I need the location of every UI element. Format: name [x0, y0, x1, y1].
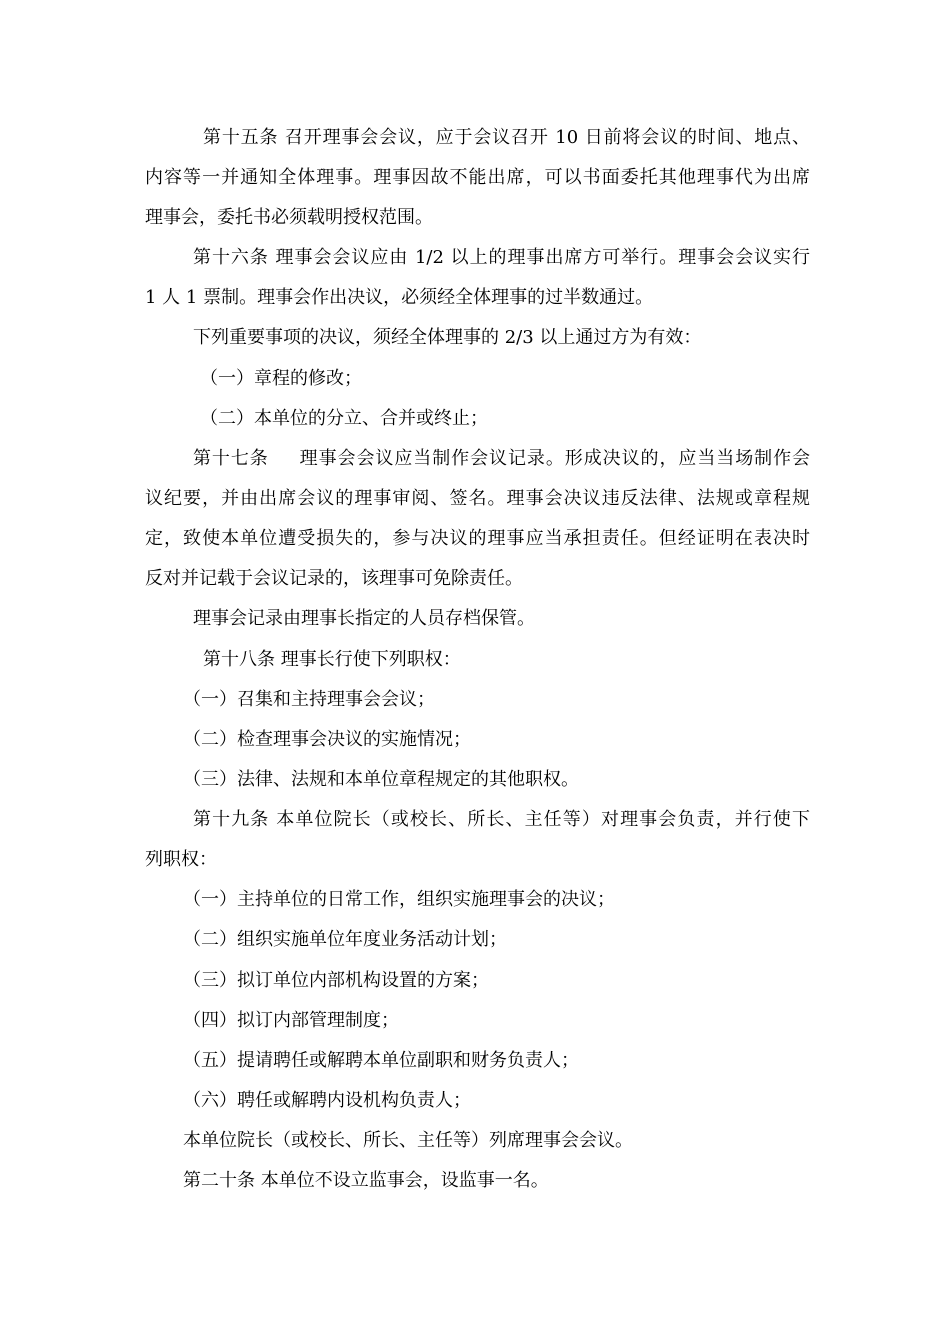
- article-17-line-3: 定，致使本单位遭受损失的，参与决议的理事应当承担责任。但经证明在表决时: [145, 528, 810, 549]
- article-17-line-1: [193, 447, 810, 471]
- article-16-line-2: 1 人 1 票制。理事会作出决议，必须经全体理事的过半数通过。: [145, 287, 654, 308]
- director-attendance-paragraph: 本单位院长（或校长、所长、主任等）列席理事会会议。: [183, 1130, 633, 1151]
- article-19-item-6: （六）聘任或解聘内设机构负责人；: [183, 1090, 471, 1111]
- article-19-item-5: （五）提请聘任或解聘本单位副职和财务负责人；: [183, 1050, 579, 1071]
- important-matters-item-1: （一）章程的修改；: [200, 368, 362, 389]
- article-15-line-2: 内容等一并通知全体理事。理事因故不能出席，可以书面委托其他理事代为出席: [145, 167, 810, 188]
- article-18-line-1: 第十八条 理事长行使下列职权：: [203, 649, 461, 670]
- article-19-item-1: （一）主持单位的日常工作，组织实施理事会的决议；: [183, 889, 615, 910]
- article-18-item-2: （二）检查理事会决议的实施情况；: [183, 729, 471, 750]
- important-matters-item-2: （二）本单位的分立、合并或终止；: [200, 408, 488, 429]
- important-matters-intro: 下列重要事项的决议，须经全体理事的 2/3 以上通过方为有效：: [193, 327, 702, 348]
- article-19-line-2: 列职权：: [145, 849, 217, 870]
- article-19-item-4: （四）拟订内部管理制度；: [183, 1010, 399, 1031]
- article-17-text: 理事会会议应当制作会议记录。形成决议的，应当当场制作会: [298, 448, 810, 469]
- article-17-heading: 第十七条: [193, 448, 269, 469]
- records-paragraph: 理事会记录由理事长指定的人员存档保管。: [193, 608, 535, 629]
- article-16-line-1: 第十六条 理事会会议应由 1/2 以上的理事出席方可举行。理事会会议实行: [193, 247, 810, 268]
- article-17-line-4: 反对并记载于会议记录的，该理事可免除责任。: [145, 568, 523, 589]
- article-19-line-1: 第十九条 本单位院长（或校长、所长、主任等）对理事会负责，并行使下: [193, 809, 810, 830]
- article-20-line-1: 第二十条 本单位不设立监事会，设监事一名。: [183, 1170, 549, 1191]
- article-19-item-3: （三）拟订单位内部机构设置的方案；: [183, 970, 489, 991]
- article-19-item-2: （二）组织实施单位年度业务活动计划；: [183, 929, 507, 950]
- article-18-item-1: （一）召集和主持理事会会议；: [183, 689, 435, 710]
- article-15-line-3: 理事会，委托书必须载明授权范围。: [145, 207, 433, 228]
- article-17-line-2: 议纪要，并由出席会议的理事审阅、签名。理事会决议违反法律、法规或章程规: [145, 488, 810, 509]
- article-15-line-1: 第十五条 召开理事会会议，应于会议召开 10 日前将会议的时间、地点、: [203, 127, 810, 148]
- article-18-item-3: （三）法律、法规和本单位章程规定的其他职权。: [183, 769, 579, 790]
